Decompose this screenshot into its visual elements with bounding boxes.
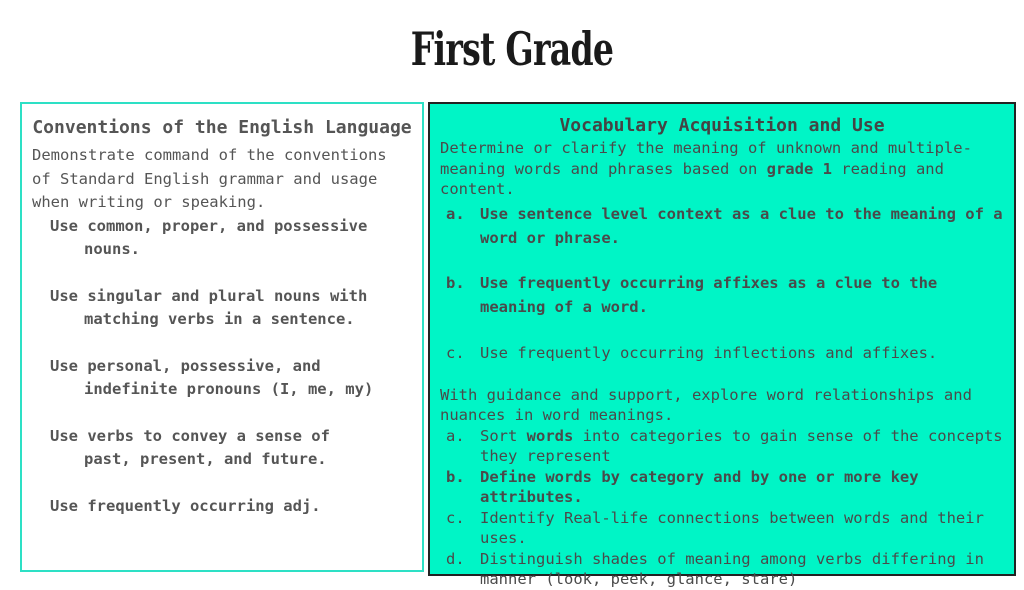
list-marker: a. [446, 204, 465, 223]
list-marker: c. [446, 343, 465, 362]
vocab-list-item [446, 549, 1014, 590]
slide-title: First Grade [410, 22, 614, 76]
list-marker: d. [446, 549, 465, 568]
item-line: Use frequently occurring adj. [50, 496, 321, 515]
vocab-list-item [446, 202, 1014, 250]
vocabulary-intro: Determine or clarify the meaning of unknown and multiple-meaning words and phrases based on grade 1 reading and content. [440, 139, 972, 198]
conventions-heading: Conventions of the English Language [32, 117, 412, 138]
list-marker: b. [446, 467, 465, 486]
list-text: Use sentence level context as a clue to the meaning of a word or phrase. [480, 204, 1003, 247]
item-line: nouns. [84, 240, 140, 258]
conventions-intro: Demonstrate command of the conventions of Standard English grammar and usage when writing or speaking. [32, 146, 387, 211]
vocabulary-panel [428, 102, 1016, 588]
conventions-item [50, 355, 422, 402]
vocabulary-heading: Vocabulary Acquisition and Use [559, 115, 885, 136]
conventions-item [50, 425, 422, 472]
conventions-item [50, 495, 422, 519]
list-text: Identify Real-life connections between words and their uses. [480, 508, 984, 547]
item-line: Use personal, possessive, and [50, 356, 321, 375]
conventions-panel [20, 102, 424, 572]
item-line: indefinite pronouns (I, me, my) [84, 380, 374, 398]
vocab-list-item [446, 426, 1014, 467]
list-text: Define words by category and by one or more key attributes. [480, 467, 919, 506]
vocab-list-item [446, 467, 1014, 508]
conventions-item [50, 285, 422, 332]
item-line: Use verbs to convey a sense of [50, 426, 330, 445]
item-line: Use singular and plural nouns with [50, 286, 368, 305]
list-marker: a. [446, 426, 465, 445]
vocab-list-item [446, 341, 1014, 365]
vocabulary-para2: With guidance and support, explore word relationships and nuances in word meanings. [440, 385, 972, 424]
vocab-list-item [446, 271, 1014, 319]
list-text: Use frequently occurring inflections and affixes. [480, 343, 938, 362]
item-line: Use common, proper, and possessive [50, 216, 368, 235]
list-text: Sort words into categories to gain sense of the concepts they represent [480, 426, 1003, 465]
item-line: matching verbs in a sentence. [84, 310, 355, 328]
list-text: Use frequently occurring affixes as a clue to the meaning of a word. [480, 273, 938, 316]
item-line: past, present, and future. [84, 450, 327, 468]
list-text: Distinguish shades of meaning among verbs differing in manner (look, peek, glance, stare) [480, 549, 984, 588]
conventions-item [50, 215, 422, 262]
list-marker: b. [446, 273, 465, 292]
list-marker: c. [446, 508, 465, 527]
vocab-list-item [446, 508, 1014, 549]
